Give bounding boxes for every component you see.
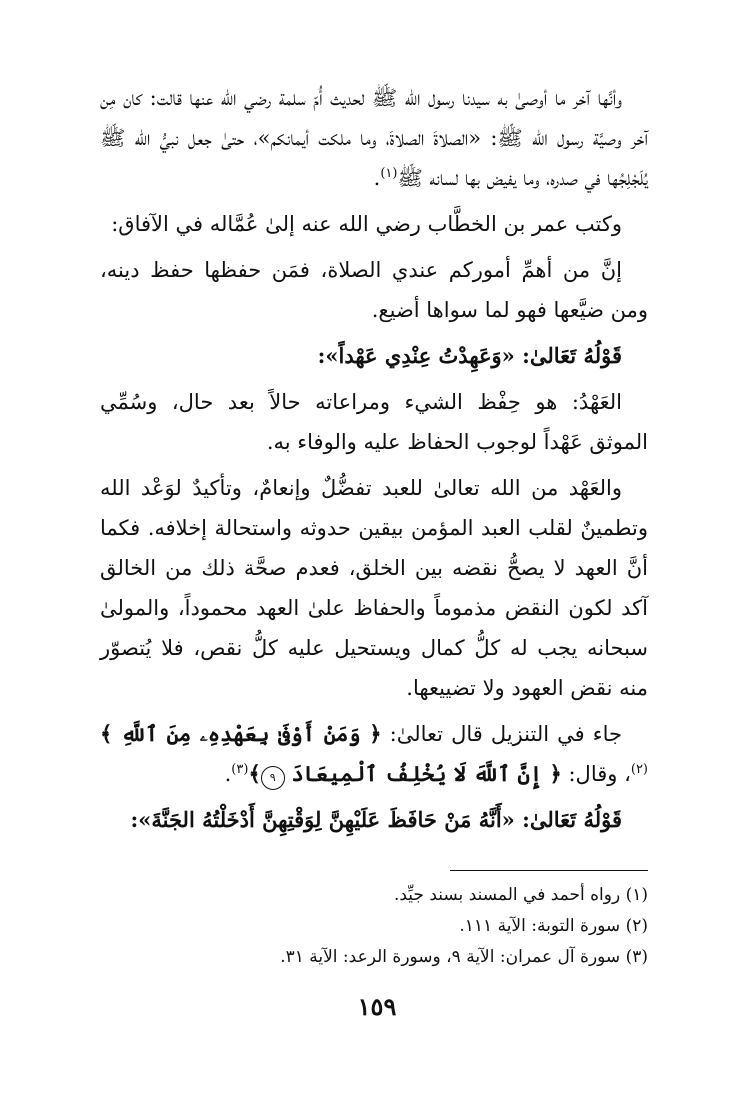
citation-connector: ، وقال: (568, 762, 631, 786)
footnote-ref-3: (٣) (231, 762, 249, 777)
ayah-number-marker: ٩ (261, 766, 285, 790)
footnote-ref-1: (١) (380, 166, 398, 181)
footnote-1: (١) رواه أحمد في المسند بسند جيِّد. (393, 885, 648, 905)
section-heading-covenant: قَوْلُهُ تَعَالىٰ: «وَعَهِدْتُ عِنْدِي عَهْداً»: (317, 343, 622, 368)
quran-verse-2: ﴿ إِنَّ ٱللَّهَ لَا يُخْلِفُ ٱلْمِيعَادَ (291, 761, 562, 786)
footnotes (100, 880, 648, 973)
quran-verse-1: ﴿ وَمَنْ أَوْفَىٰ بِعَهْدِهِۦ مِنَ ٱللَّهِ ﴾ (100, 721, 382, 746)
paragraph-quran-citations: جاء في التنزيل قال تعالىٰ: ﴿ وَمَنْ أَوْفَىٰ بِعَهْدِهِۦ مِنَ ٱللَّهِ ﴾$^{(٢)}$، وقال: ﴿ إِنَّ ٱللَّهَ لَا يُخْلِفُ ٱلْمِيعَادَ ٩﴾$^{(٣)}$. (100, 714, 648, 794)
footnote-3: (٣) سورة آل عمران: الآية ٩، وسورة الرعد: الآية ٣١. (280, 947, 648, 967)
quran-bracket-close: ﴾ (248, 761, 261, 786)
paragraph-letter-quote: إنَّ من أهمِّ أموركم عندي الصلاة، فمَن حفظها حفظ دينه، ومن ضيَّعها فهو لما سواها أضيع. (100, 258, 648, 322)
footnote-ref-2: (٢) (630, 762, 648, 777)
paragraph-text: وأنَّها آخر ما أوصىٰ به سيدنا رسول الله ﷺ لحديث أُمّ سلمة رضي الله عنها قالت: كان مِن آخر وصيَّة رسول الله ﷺ: «الصلاةَ الصلاةَ، وما ملكت أيمانكم»، حتىٰ جعل نبيُّ الله ﷺ يُلَجْلِجُها في صدره، وما يفيض بها لسانه ﷺ (100, 86, 648, 190)
section-heading-prayer-times: قَوْلُهُ تَعَالىٰ: «أَنَّهُ مَنْ حَافَظَ عَلَيْهِنَّ لِوَقْتِهِنَّ أَدْخَلْتُهُ الجَنَّةَ»: (130, 807, 622, 832)
paragraph-covenant-explanation: والعَهْد من الله تعالىٰ للعبد تفضُّلٌ وإنعامٌ، وتأكيدٌ لوَعْد الله وتطمينٌ لقلب العبد المؤمن بيقين حدوثه واستحالة إخلافه. فكما أنَّ العهد لا يصحُّ نقضه بين الخلق، فعدم صحَّة ذلك من الخالق آكد لكون النقض مذموماً والحفاظ علىٰ العهد محموداً، والمولىٰ سبحانه يجب له كلُّ كمال ويستحيل عليه كلُّ نقص، فلا يُتصوّر منه نقض العهود ولا تضييعها. (100, 476, 648, 700)
paragraph-omar-letter: وكتب عمر بن الخطَّاب رضي الله عنه إلىٰ عُمَّاله في الآفاق: (111, 212, 622, 236)
page-number: ١٥٩ (357, 992, 397, 1021)
footnote-2: (٢) سورة التوبة: الآية ١١١. (459, 916, 648, 936)
main-text (100, 78, 648, 846)
paragraph-last-advice: وأنَّها آخر ما أوصىٰ به سيدنا رسول الله ﷺ لحديث أُمّ سلمة رضي الله عنها قالت: كان مِن آخر وصيَّة رسول الله ﷺ: «الصلاةَ الصلاةَ، وما ملكت أيمانكم»، حتىٰ جعل نبيُّ الله ﷺ يُلَجْلِجُها في صدره، وما يفيض بها لسانه ﷺ$^{(١)}$. (100, 86, 648, 190)
citation-intro: جاء في التنزيل قال تعالىٰ: (389, 722, 622, 746)
footnote-divider (450, 870, 648, 871)
paragraph-covenant-definition: العَهْدُ: هو حِفْظ الشيء ومراعاته حالاً بعد حال، وسُمِّي الموثق عَهْداً لوجوب الحفاظ عليه والوفاء به. (100, 390, 648, 454)
